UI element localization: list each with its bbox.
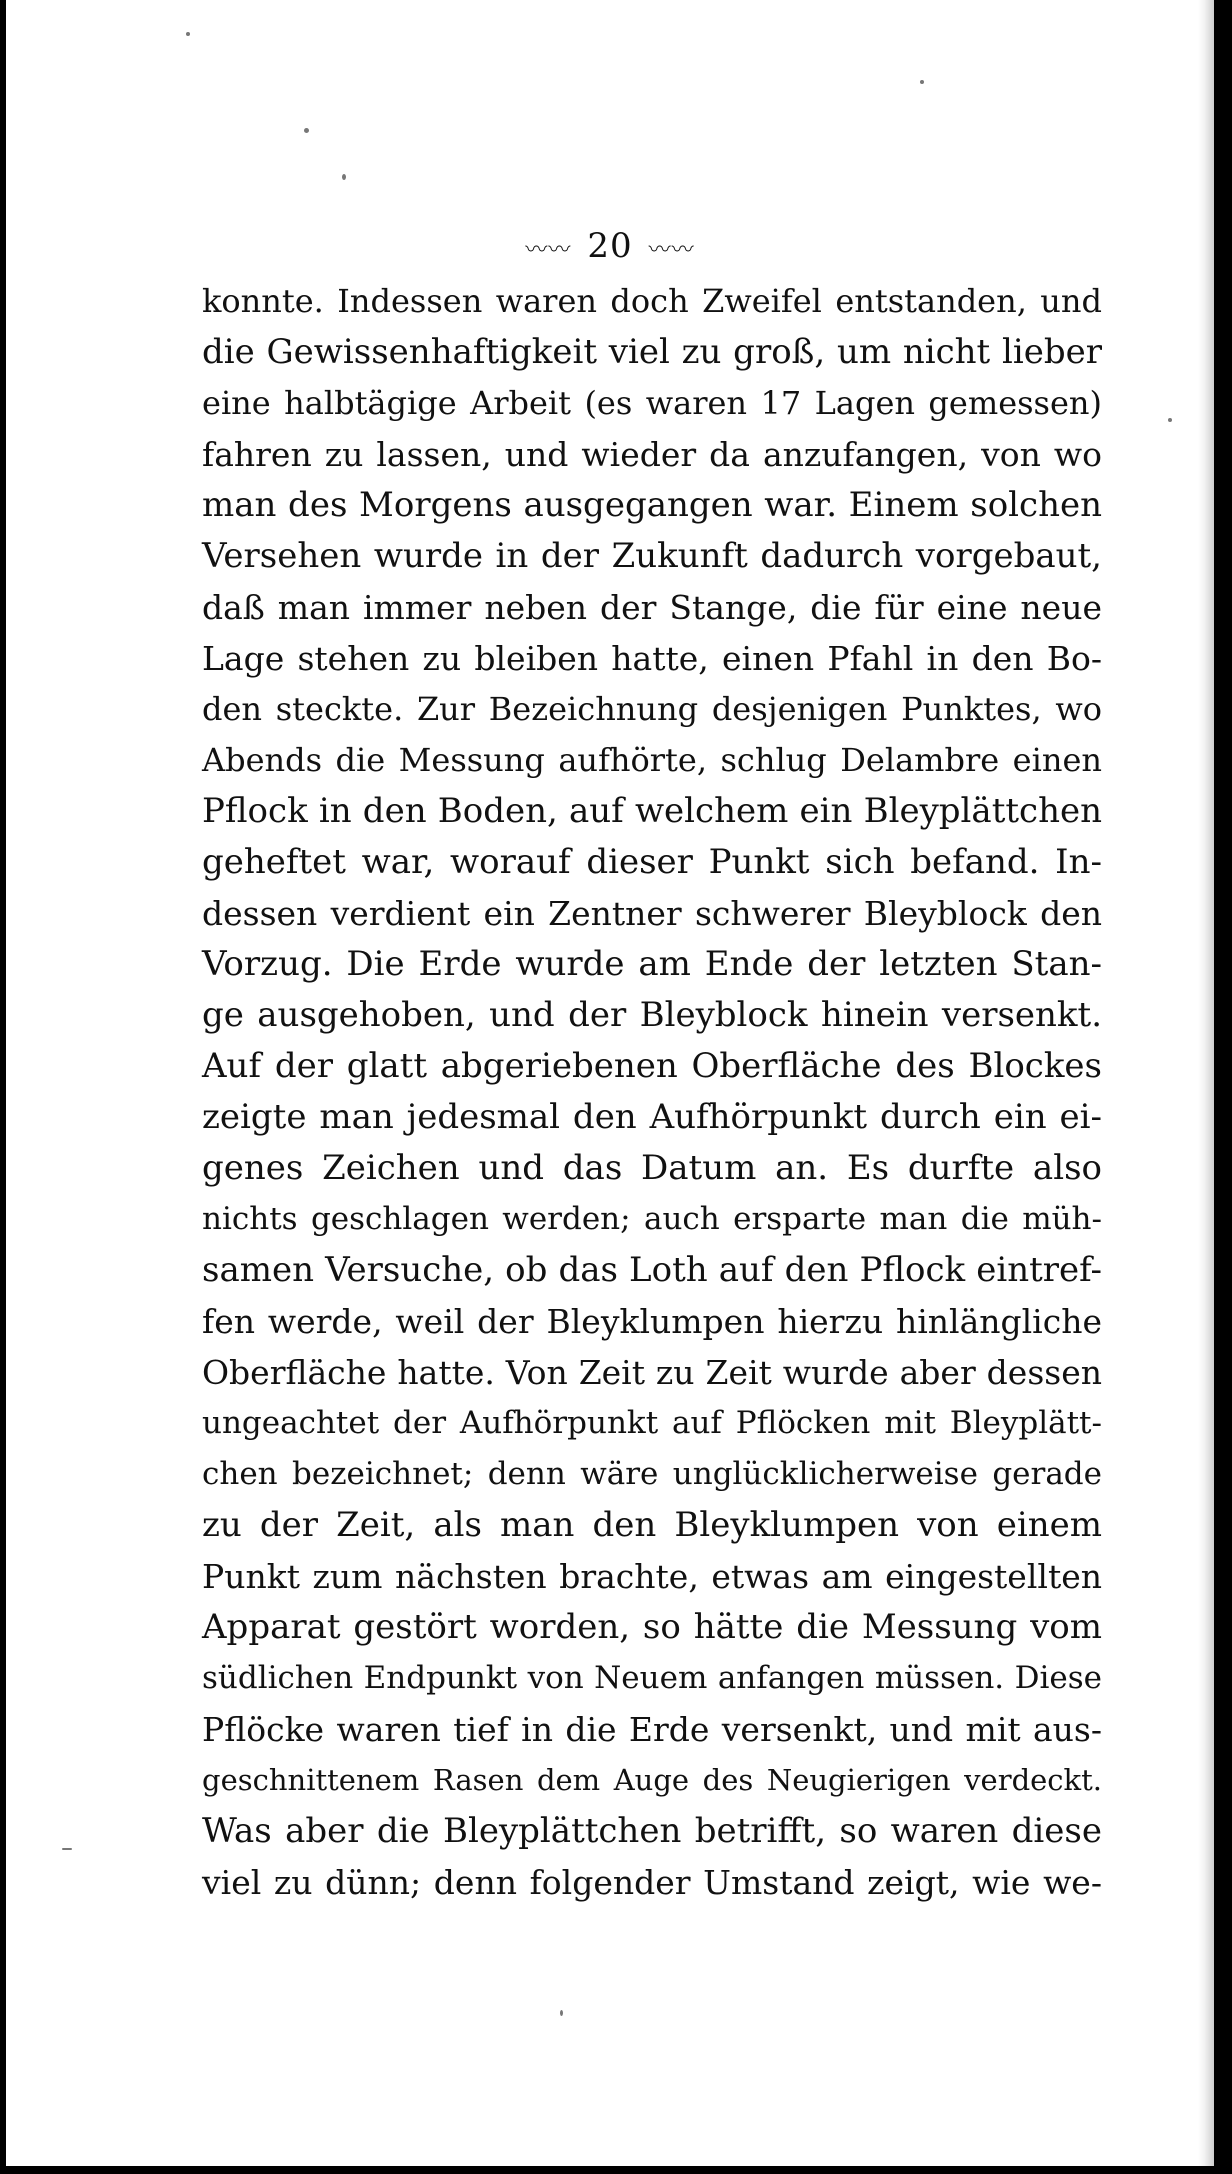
body-text	[202, 276, 1102, 1908]
text-line: Pflock in den Boden, auf welchem ein Bleyplättchen	[202, 791, 1102, 831]
text-line: dessen verdient ein Zentner schwerer Bleyblock den	[202, 894, 1102, 933]
paper-speck	[186, 32, 190, 36]
text-line: fen werde, weil der Bleyklumpen hierzu hinlängliche	[202, 1302, 1102, 1341]
text-line: Vorzug. Die Erde wurde am Ende der letzten Stan-	[202, 944, 1102, 984]
book-page	[6, 0, 1214, 2166]
paper-speck	[920, 80, 924, 84]
text-line: Auf der glatt abgeriebenen Oberfläche des Blockes	[202, 1046, 1102, 1086]
page-edge-shadow	[1198, 0, 1214, 2166]
text-line: ge ausgehoben, und der Bleyblock hinein versenkt.	[202, 995, 1102, 1035]
page-number: 20	[587, 226, 633, 266]
text-line: südlichen Endpunkt von Neuem anfangen müssen. Diese	[202, 1660, 1102, 1696]
paper-speck	[62, 1848, 72, 1850]
text-line: konnte. Indessen waren doch Zweifel entstanden, und	[202, 282, 1102, 320]
text-line: man des Morgens ausgegangen war. Einem solchen	[202, 485, 1102, 525]
text-line: den steckte. Zur Bezeichnung desjenigen Punktes, wo	[202, 690, 1102, 728]
text-line: viel zu dünn; denn folgender Umstand zeigt, wie we-	[202, 1863, 1102, 1902]
text-line: ungeachtet der Aufhörpunkt auf Pflöcken mit Bleyplätt-	[202, 1405, 1102, 1441]
text-line: Was aber die Bleyplättchen betrifft, so waren diese	[202, 1811, 1102, 1851]
text-line: geschnittenem Rasen dem Auge des Neugierigen verdeckt.	[202, 1763, 1102, 1797]
ornament-left: 〰〰	[525, 237, 572, 263]
text-line: nichts geschlagen werden; auch ersparte man die müh-	[202, 1201, 1102, 1237]
text-line: Versehen wurde in der Zukunft dadurch vorgebaut,	[202, 536, 1102, 576]
text-line: geheftet war, worauf dieser Punkt sich befand. In-	[202, 842, 1102, 882]
paper-speck	[1168, 418, 1172, 422]
text-line: eine halbtägige Arbeit (es waren 17 Lagen gemessen)	[202, 384, 1102, 422]
text-line: Punkt zum nächsten brachte, etwas am eingestellten	[202, 1557, 1102, 1596]
text-line: Apparat gestört worden, so hätte die Messung vom	[202, 1607, 1102, 1647]
text-line: zu der Zeit, als man den Bleyklumpen von einem	[202, 1505, 1102, 1545]
text-line: die Gewissenhaftigkeit viel zu groß, um nicht lieber	[202, 332, 1102, 372]
page-header	[6, 226, 1214, 266]
paper-speck	[342, 174, 346, 180]
paper-speck	[304, 128, 309, 133]
ornament-right: 〰〰	[648, 237, 695, 263]
text-line: Pflöcke waren tief in die Erde versenkt, und mit aus-	[202, 1710, 1102, 1749]
text-line: genes Zeichen und das Datum an. Es durfte also	[202, 1148, 1102, 1188]
text-line: daß man immer neben der Stange, die für eine neue	[202, 588, 1102, 627]
text-line: chen bezeichnet; denn wäre unglücklicherweise gerade	[202, 1456, 1102, 1492]
text-line: Lage stehen zu bleiben hatte, einen Pfahl in den Bo-	[202, 639, 1102, 678]
text-line: zeigte man jedesmal den Aufhörpunkt durch ein ei-	[202, 1097, 1102, 1137]
text-line: fahren zu lassen, und wieder da anzufangen, von wo	[202, 435, 1102, 474]
text-line: samen Versuche, ob das Loth auf den Pflock eintref-	[202, 1250, 1102, 1290]
paper-speck	[560, 2010, 563, 2016]
text-line: Oberfläche hatte. Von Zeit zu Zeit wurde aber dessen	[202, 1353, 1102, 1392]
text-line: Abends die Messung aufhörte, schlug Delambre einen	[202, 741, 1102, 779]
